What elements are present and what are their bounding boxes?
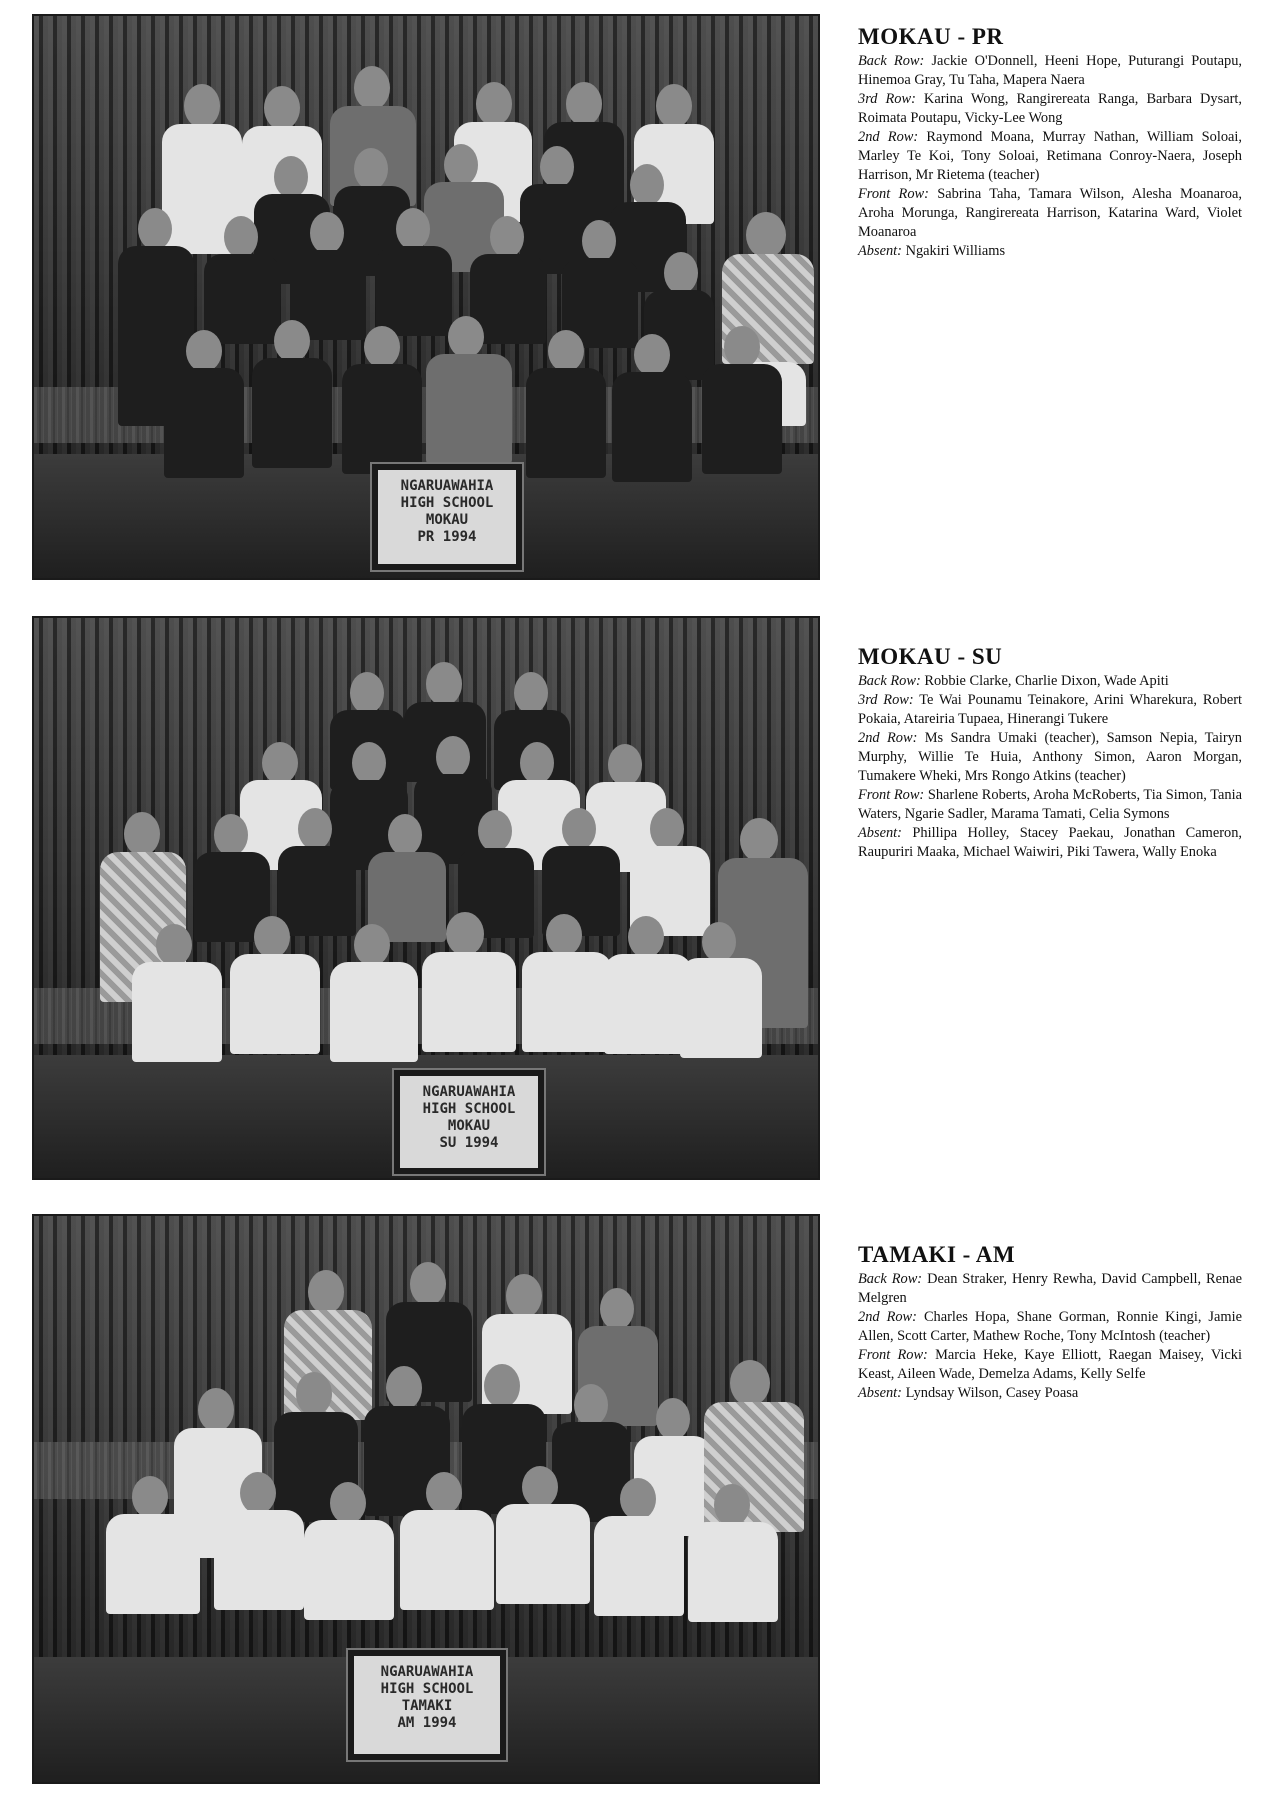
class-heading: MOKAU - SU [858,644,1003,669]
caption-mokau-su [858,644,1242,862]
sign-line: SU 1994 [439,1135,499,1151]
row-names: Robbie Clarke, Charlie Dixon, Wade Apiti [924,673,1169,689]
row-label: 2nd Row: [858,730,918,746]
sign-line: MOKAU [447,1118,491,1134]
class-photo-mokau-pr [32,14,820,580]
row-label: Front Row: [858,787,925,803]
name-list [858,52,1242,261]
row-names: Ms Sandra Umaki (teacher), Samson Nepia, Tairyn Murphy, Willie Te Huia, Anthony Simon, Aaron Morgan, Tumakere Wheki, Mrs Rongo Atkins (teacher) [858,730,1242,784]
row-names: Phillipa Holley, Stacey Paekau, Jonathan Cameron, Raupuriri Maaka, Michael Waiwiri, Piki Tawera, Wally Enoka [858,825,1242,860]
sign-line: HIGH SCHOOL [400,495,494,511]
row-label: 2nd Row: [858,129,919,145]
caption-tamaki-am [858,1242,1242,1403]
sign-line: NGARUAWAHIA [400,478,494,494]
sign-line: TAMAKI [401,1698,453,1714]
caption-mokau-pr [858,24,1242,261]
class-photo-tamaki-am [32,1214,820,1784]
row-label: Absent: [858,1385,902,1401]
row-names: Raymond Moana, Murray Nathan, William Soloai, Marley Te Koi, Tony Soloai, Retimana Conroy-Naera, Joseph Harrison, Mr Rietema (teacher) [858,129,1242,183]
class-photo-mokau-su [32,616,820,1180]
row-names: Sharlene Roberts, Aroha McRoberts, Tia Simon, Tania Waters, Ngarie Sadler, Marama Tamati, Celia Symons [858,787,1242,822]
row-names: Marcia Heke, Kaye Elliott, Raegan Maisey, Vicki Keast, Aileen Wade, Demelza Adams, Kelly Selfe [858,1347,1242,1382]
row-label: 3rd Row: [858,692,914,708]
sign-line: NGARUAWAHIA [380,1664,474,1680]
name-list [858,672,1242,862]
sign-line: NGARUAWAHIA [422,1084,516,1100]
row-names: Sabrina Taha, Tamara Wilson, Alesha Moanaroa, Aroha Morunga, Rangirereata Harrison, Katarina Ward, Violet Moanaroa [858,186,1242,240]
row-label: Back Row: [858,673,921,689]
row-label: 2nd Row: [858,1309,917,1325]
row-label: Back Row: [858,1271,923,1287]
row-label: 3rd Row: [858,91,916,107]
row-names: Lyndsay Wilson, Casey Poasa [905,1385,1079,1401]
row-label: Absent: [858,243,902,259]
class-sign-tamaki-am [348,1650,506,1760]
row-label: Front Row: [858,1347,928,1363]
name-list [858,1270,1242,1403]
row-names: Karina Wong, Rangirereata Ranga, Barbara Dysart, Roimata Poutapu, Vicky-Lee Wong [858,91,1242,126]
row-names: Jackie O'Donnell, Heeni Hope, Puturangi Poutapu, Hinemoa Gray, Tu Taha, Mapera Naera [858,53,1242,88]
class-heading: MOKAU - PR [858,24,1004,49]
sign-line: HIGH SCHOOL [380,1681,474,1697]
row-names: Dean Straker, Henry Rewha, David Campbell, Renae Melgren [858,1271,1242,1306]
class-heading: TAMAKI - AM [858,1242,1016,1267]
row-names: Te Wai Pounamu Teinakore, Arini Wharekura, Robert Pokaia, Atareiria Tupaea, Hinerangi Tukere [858,692,1242,727]
sign-line: MOKAU [425,512,469,528]
sign-line: AM 1994 [397,1715,457,1731]
row-label: Back Row: [858,53,925,69]
sign-line: HIGH SCHOOL [422,1101,516,1117]
sign-line: PR 1994 [417,529,477,545]
row-names: Ngakiri Williams [905,243,1006,259]
class-sign-mokau-pr [372,464,522,570]
row-label: Front Row: [858,186,929,202]
row-names: Charles Hopa, Shane Gorman, Ronnie Kingi, Jamie Allen, Scott Carter, Mathew Roche, Tony McIntosh (teacher) [858,1309,1242,1344]
row-label: Absent: [858,825,902,841]
class-sign-mokau-su [394,1070,544,1174]
